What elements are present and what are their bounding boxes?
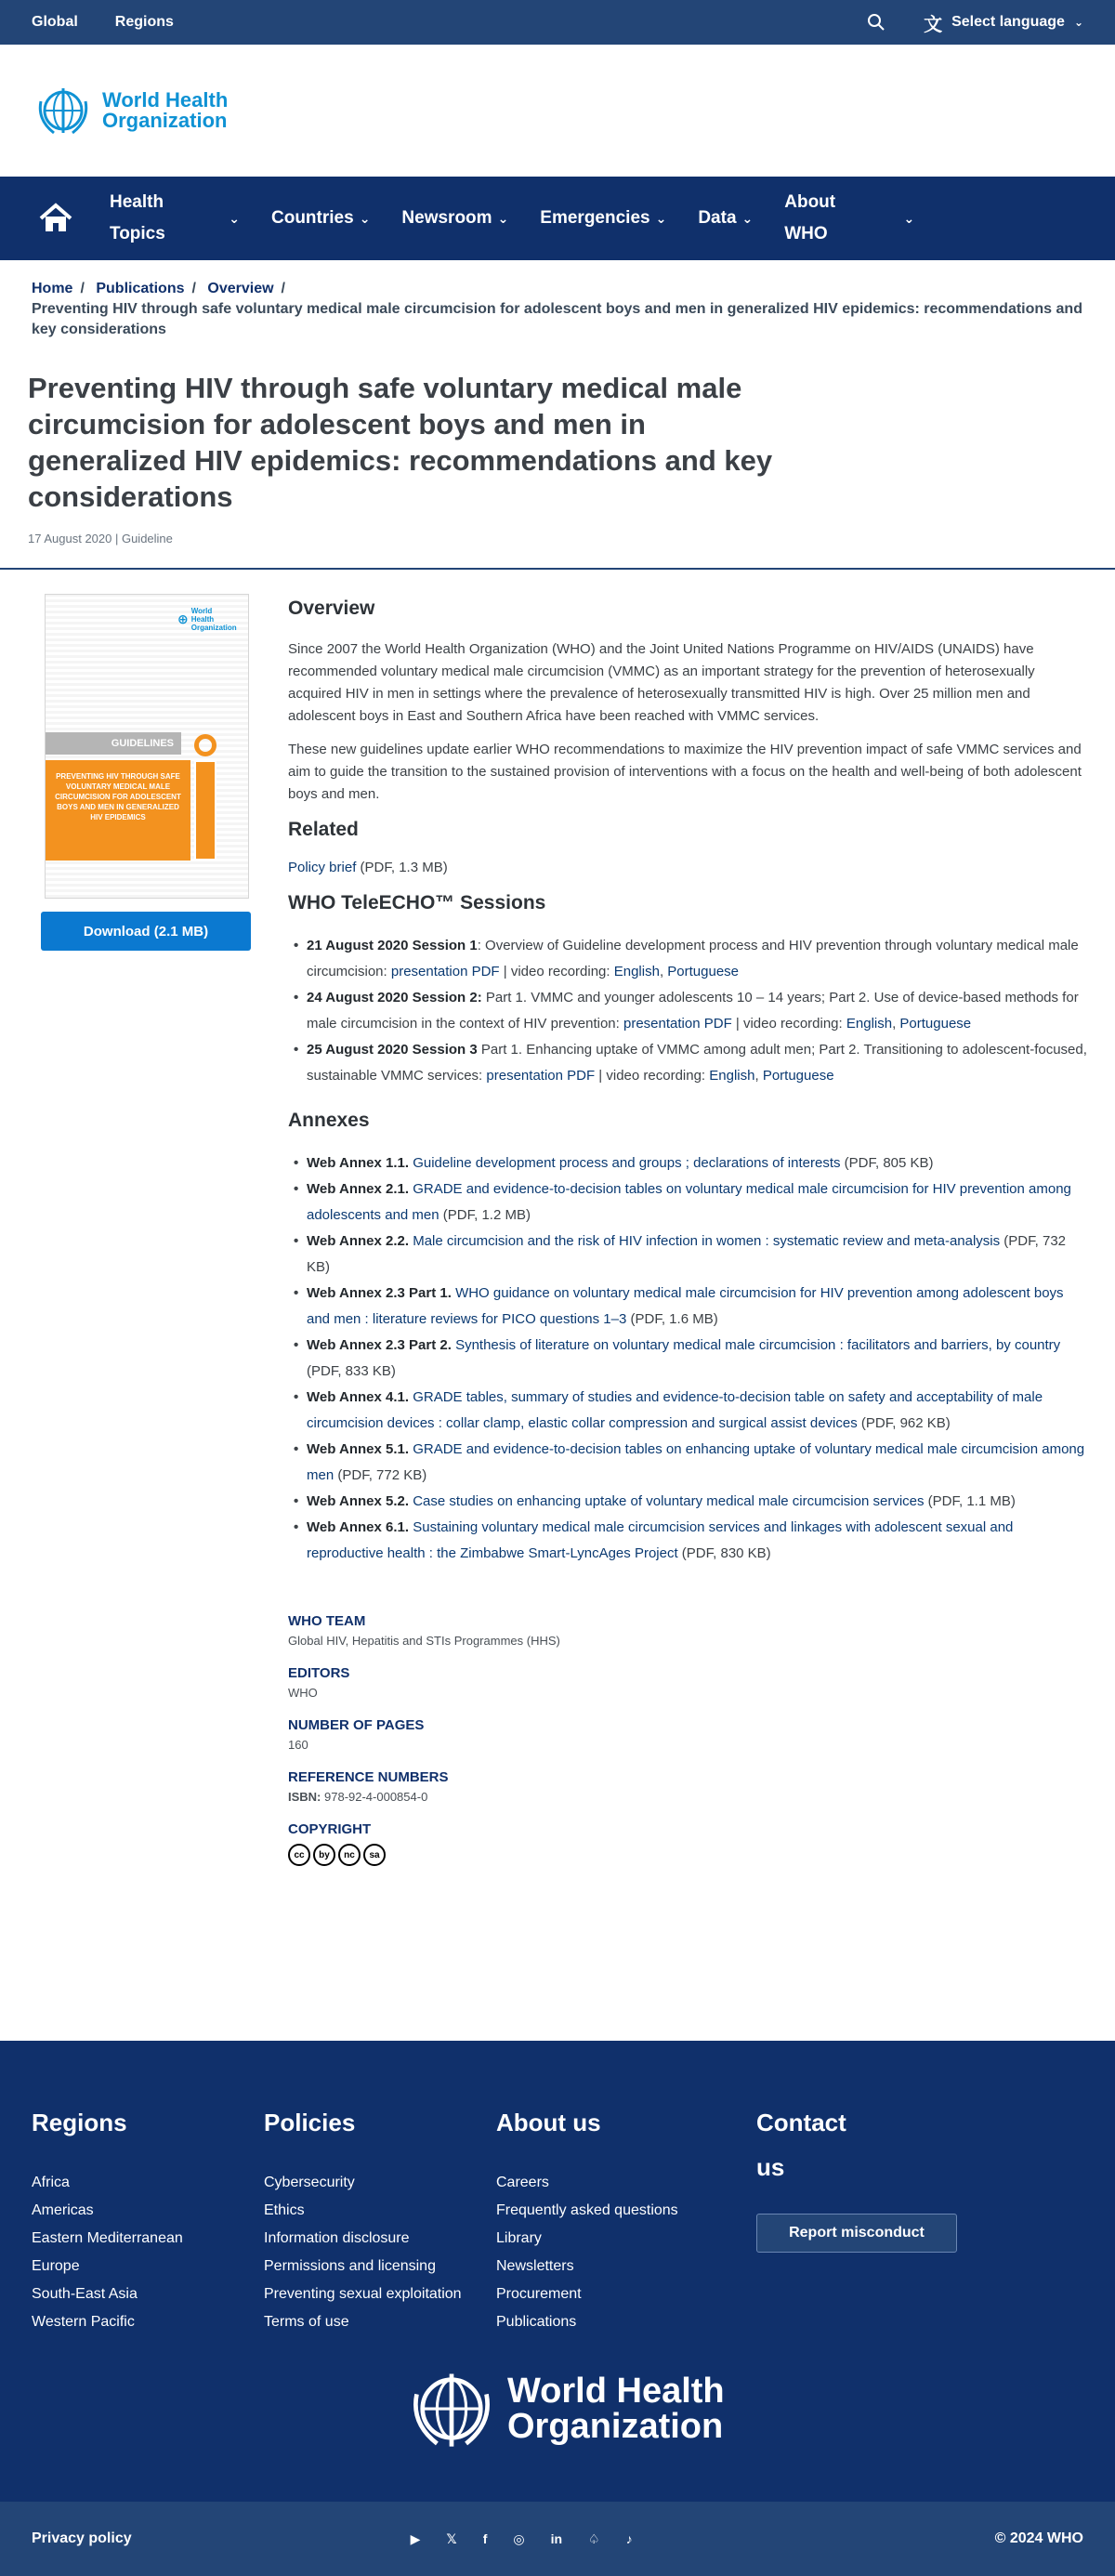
video-portuguese-link[interactable]: Portuguese: [667, 964, 740, 979]
nav-label: Data: [698, 208, 737, 228]
editors-label: EDITORS: [288, 1665, 350, 1681]
cover-logo-text: World Health Organization: [190, 606, 237, 632]
footer-link[interactable]: South-East Asia: [32, 2286, 138, 2302]
topbar-link-global[interactable]: Global: [32, 14, 78, 30]
session-date: 24 August 2020 Session 2:: [307, 990, 482, 1005]
footer-link[interactable]: Africa: [32, 2175, 70, 2190]
main-navigation: [0, 177, 1115, 260]
cover-guidelines-band: GUIDELINES: [46, 732, 181, 755]
related-heading: Related: [288, 819, 359, 840]
who-emblem-icon: [405, 2362, 498, 2455]
footer-heading: Policies: [264, 2109, 356, 2136]
breadcrumb-publications[interactable]: Publications: [96, 281, 185, 296]
nav-about-who[interactable]: [784, 187, 914, 250]
footer-link[interactable]: Ethics: [264, 2202, 305, 2218]
isbn-value: 978-92-4-000854-0: [321, 1790, 428, 1804]
session-text: : Overview of Guideline development process and HIV prevention through voluntary medical male circumcision:: [307, 938, 1079, 979]
footer-link[interactable]: Cybersecurity: [264, 2175, 355, 2190]
video-portuguese-link[interactable]: Portuguese: [762, 1068, 834, 1084]
bottom-bar: [0, 2502, 1115, 2576]
snapchat-icon[interactable]: ♤: [588, 2530, 600, 2546]
publication-facts: [288, 1611, 1087, 1866]
annex-list: [288, 1150, 1087, 1567]
presentation-pdf-link[interactable]: presentation PDF: [390, 964, 500, 979]
session-text: Part 1. VMMC and younger adolescents 10 – 14 years; Part 2. Use of device-based methods for male circumcision in the context of HIV prevention:: [307, 990, 1079, 1032]
list-item: [288, 1281, 1087, 1333]
presentation-pdf-link[interactable]: presentation PDF: [623, 1016, 732, 1032]
pages-value: 160: [288, 1738, 308, 1752]
footer-link[interactable]: Library: [496, 2230, 542, 2246]
publication-cover: [45, 594, 249, 899]
overview-paragraph-2: These new guidelines update earlier WHO recommendations to maximize the HIV prevention impact of safe VMMC services and aim to guide the transition to the sustained provision of interventions with a focus on the health and well-being of both adolescent boys and men.: [288, 742, 1082, 802]
logo-line-1: World Health: [102, 88, 229, 112]
video-english-link[interactable]: English: [709, 1068, 755, 1084]
annex-size: (PDF, 732 KB): [307, 1233, 1067, 1275]
topbar-link-regions[interactable]: Regions: [114, 14, 174, 30]
annex-link[interactable]: GRADE and evidence-to-decision tables on voluntary medical male circumcision for HIV prevention among adolescents and men: [307, 1181, 1071, 1223]
list-item: • 21 August 2020 Session 1: Overview of Guideline development process and HIV prevention through voluntary medical male circumcision: presentation PDF | video recording: English, Portuguese: [288, 933, 1087, 985]
overview-heading: Overview: [288, 598, 375, 619]
publication-meta: 17 August 2020 | Guideline: [28, 532, 173, 545]
annex-number: Web Annex 4.1.: [307, 1389, 410, 1405]
nav-countries[interactable]: [271, 208, 370, 229]
video-english-link[interactable]: English: [846, 1016, 893, 1032]
instagram-icon[interactable]: ◎: [513, 2530, 525, 2546]
cc-icon: cc: [288, 1844, 310, 1866]
search-icon[interactable]: [866, 12, 886, 33]
list-item: • 25 August 2020 Session 3 Part 1. Enhancing uptake of VMMC among adult men; Part 2. Transitioning to adolescent-focused, sustainable VMMC services: presentation PDF | video recording: English, Portuguese: [288, 1037, 1087, 1089]
list-item: [288, 1176, 1087, 1229]
footer-link[interactable]: Information disclosure: [264, 2230, 410, 2246]
annex-link[interactable]: Male circumcision and the risk of HIV infection in women : systematic review and meta-analysis: [413, 1233, 1001, 1249]
logo-line-2: Organization: [102, 109, 228, 132]
annex-size: (PDF, 1.6 MB): [626, 1311, 718, 1327]
cover-strip: [194, 760, 216, 861]
nav-label: Newsroom: [401, 208, 492, 228]
pages-label: NUMBER OF PAGES: [288, 1717, 425, 1733]
footer-logo-line-2: Organization: [507, 2407, 724, 2446]
chevron-down-icon: ⌄: [1073, 16, 1083, 29]
main-content: [288, 594, 1087, 1879]
footer-link[interactable]: Permissions and licensing: [264, 2258, 436, 2274]
breadcrumb: Home / Publications / Overview / Preventing HIV through safe voluntary medical male circumcision for adolescent boys and men in generalized HIV epidemics: recommendations and key considerations: [0, 260, 1115, 340]
footer-link[interactable]: Frequently asked questions: [496, 2202, 678, 2218]
who-team-label: WHO TEAM: [288, 1613, 366, 1629]
nav-health-topics[interactable]: [110, 187, 240, 250]
annex-size: (PDF, 962 KB): [857, 1415, 951, 1431]
annex-link[interactable]: Guideline development process and groups ; declarations of interests: [413, 1155, 841, 1171]
nc-icon: nc: [338, 1844, 361, 1866]
footer-link[interactable]: Western Pacific: [32, 2314, 135, 2330]
by-icon: by: [313, 1844, 335, 1866]
who-team-value: Global HIV, Hepatitis and STIs Programmes (HHS): [288, 1634, 560, 1648]
annexes-heading: Annexes: [288, 1110, 370, 1131]
nav-label: Health Topics: [110, 192, 165, 243]
session-list: [288, 933, 1087, 1089]
chevron-down-icon: ⌄: [903, 211, 915, 226]
chevron-down-icon: ⌄: [655, 210, 667, 226]
page-title: Preventing HIV through safe voluntary medical male circumcision for adolescent boys and men in generalized HIV epidemics: recommendations and key considerations: [28, 372, 773, 513]
translate-icon: 文: [924, 14, 943, 35]
list-item: [288, 1385, 1087, 1437]
video-english-link[interactable]: English: [613, 964, 660, 979]
report-misconduct-button[interactable]: Report misconduct: [756, 2214, 957, 2253]
facebook-icon[interactable]: f: [482, 2530, 488, 2546]
nav-newsroom[interactable]: [401, 208, 508, 229]
language-selector[interactable]: [924, 9, 1083, 36]
annex-size: (PDF, 1.1 MB): [924, 1493, 1016, 1509]
footer-policies: [264, 2100, 496, 2336]
footer-who-logo[interactable]: [405, 2362, 725, 2455]
linkedin-icon[interactable]: in: [550, 2530, 563, 2546]
sidebar: [41, 594, 251, 1879]
list-item: [288, 1229, 1087, 1281]
footer-heading: About us: [496, 2109, 601, 2136]
annex-number: Web Annex 6.1.: [307, 1519, 410, 1535]
annex-link[interactable]: Synthesis of literature on voluntary medical male circumcision : facilitators and barriers, by country: [455, 1337, 1061, 1353]
breadcrumb-overview[interactable]: Overview: [207, 281, 274, 296]
nav-label: Emergencies: [540, 208, 650, 228]
video-portuguese-link[interactable]: Portuguese: [899, 1016, 972, 1032]
list-item: [288, 1515, 1087, 1567]
presentation-pdf-link[interactable]: presentation PDF: [486, 1068, 596, 1084]
x-icon[interactable]: 𝕏: [446, 2530, 457, 2546]
annex-number: Web Annex 2.2.: [307, 1233, 410, 1249]
footer-contact: [756, 2100, 970, 2336]
cc-license[interactable]: [288, 1844, 1087, 1866]
copyright-label: COPYRIGHT: [288, 1821, 372, 1837]
footer-regions: [32, 2100, 264, 2336]
tiktok-icon[interactable]: ♪: [625, 2530, 633, 2546]
copyright-text: © 2024 WHO: [994, 2530, 1083, 2546]
cover-ring: [194, 734, 216, 756]
nav-data[interactable]: [698, 208, 753, 229]
annex-size: (PDF, 805 KB): [840, 1155, 934, 1171]
teleecho-heading: WHO TeleECHO™ Sessions: [288, 892, 546, 913]
content-area: [0, 570, 1115, 1879]
annex-size: (PDF, 833 KB): [307, 1363, 396, 1379]
annex-size: (PDF, 830 KB): [677, 1545, 771, 1561]
logo-band: [0, 45, 1115, 177]
annex-number: Web Annex 5.1.: [307, 1441, 410, 1457]
editors-value: WHO: [288, 1686, 318, 1700]
home-icon[interactable]: [37, 200, 74, 237]
chevron-down-icon: ⌄: [497, 210, 509, 226]
breadcrumb-home[interactable]: Home: [32, 281, 73, 296]
list-item: [288, 1437, 1087, 1489]
annex-link[interactable]: GRADE tables, summary of studies and evidence-to-decision table on safety and acceptability of male circumcision devices : collar clamp, elastic collar compression and surgical assist devices: [307, 1389, 1043, 1431]
chevron-down-icon: ⌄: [359, 210, 371, 226]
list-item: [288, 1489, 1087, 1515]
footer-logo-line-1: World Health: [507, 2372, 725, 2411]
footer-about: [496, 2100, 756, 2336]
footer-link[interactable]: Eastern Mediterranean: [32, 2230, 183, 2246]
annex-number: Web Annex 1.1.: [307, 1155, 410, 1171]
youtube-icon[interactable]: ▶: [410, 2530, 421, 2546]
footer-link[interactable]: Newsletters: [496, 2258, 574, 2274]
chevron-down-icon: ⌄: [741, 210, 754, 226]
chevron-down-icon: ⌄: [229, 211, 240, 226]
annex-link[interactable]: Case studies on enhancing uptake of voluntary medical male circumcision services: [413, 1493, 925, 1509]
session-sep: | video recording:: [595, 1068, 710, 1084]
annex-number: Web Annex 2.1.: [307, 1181, 410, 1197]
policy-brief-size: (PDF, 1.3 MB): [360, 860, 448, 875]
session-date: 21 August 2020 Session 1: [307, 938, 478, 953]
annex-number: Web Annex 5.2.: [307, 1493, 410, 1509]
session-sep: | video recording:: [499, 964, 614, 979]
session-sep: | video recording:: [731, 1016, 846, 1032]
isbn-label: ISBN:: [288, 1790, 321, 1804]
language-label: Select language: [951, 14, 1065, 30]
cover-title-box: PREVENTING HIV THROUGH SAFE VOLUNTARY MEDICAL MALE CIRCUMCISION FOR ADOLESCENT BOYS AND MEN IN GENERALIZED HIV EPIDEMICS: [46, 760, 190, 861]
related-item: [288, 860, 1087, 875]
reference-label: REFERENCE NUMBERS: [288, 1769, 449, 1785]
footer-link[interactable]: Publications: [496, 2314, 577, 2330]
list-item: [288, 1333, 1087, 1385]
annex-size: (PDF, 1.2 MB): [439, 1207, 531, 1223]
footer-link[interactable]: Terms of use: [264, 2314, 349, 2330]
download-button[interactable]: Download (2.1 MB): [41, 912, 251, 951]
privacy-policy-link[interactable]: Privacy policy: [32, 2530, 132, 2546]
sa-icon: sa: [363, 1844, 386, 1866]
list-item: [288, 1150, 1087, 1176]
nav-label: Countries: [271, 208, 354, 228]
footer-link[interactable]: Preventing sexual exploitation: [264, 2286, 462, 2302]
overview-paragraph-1: Since 2007 the World Health Organization (WHO) and the Joint United Nations Programme on HIV/AIDS (UNAIDS) have recommended voluntary medical male circumcision (VMMC) as an important strategy for the prevention of heterosexually acquired HIV in men in settings where the prevalence of heterosexually transmitted HIV is high. Over 25 million men and adolescent boys in East and Southern Africa have been reached with VMMC services.: [288, 641, 1035, 724]
footer-heading: Contact us: [756, 2109, 846, 2181]
annex-number: Web Annex 2.3 Part 2.: [307, 1337, 452, 1353]
policy-brief-link[interactable]: Policy brief: [288, 860, 357, 875]
cover-who-logo: ⊕ World Health Organization: [177, 606, 237, 632]
footer-link[interactable]: Europe: [32, 2258, 80, 2274]
annex-link[interactable]: GRADE and evidence-to-decision tables on enhancing uptake of voluntary medical male circumcision among men: [307, 1441, 1085, 1483]
social-links: [411, 2531, 633, 2547]
breadcrumb-current: Preventing HIV through safe voluntary medical male circumcision for adolescent boys and men in generalized HIV epidemics: recommendations and key considerations: [32, 301, 1082, 337]
nav-label: About WHO: [784, 192, 836, 243]
list-item: • 24 August 2020 Session 2: Part 1. VMMC and younger adolescents 10 – 14 years; Part 2. Use of device-based methods for male circumcision in the context of HIV prevention: presentation PDF | video recording: English, Portuguese: [288, 985, 1087, 1037]
footer-link[interactable]: Procurement: [496, 2286, 582, 2302]
annex-number: Web Annex 2.3 Part 1.: [307, 1285, 452, 1301]
session-date: 25 August 2020 Session 3: [307, 1042, 478, 1058]
session-text: Part 1. Enhancing uptake of VMMC among adult men; Part 2. Transitioning to adolescent-focused, sustainable VMMC services:: [307, 1042, 1087, 1084]
footer-link[interactable]: Careers: [496, 2175, 549, 2190]
annex-link[interactable]: WHO guidance on voluntary medical male circumcision for HIV prevention among adolescent boys and men : literature reviews for PICO questions 1–3: [307, 1285, 1064, 1327]
footer-link[interactable]: Americas: [32, 2202, 94, 2218]
nav-emergencies[interactable]: [540, 208, 666, 229]
top-utility-bar: [0, 0, 1115, 45]
annex-size: (PDF, 772 KB): [334, 1467, 427, 1483]
who-logo[interactable]: [35, 83, 228, 138]
footer: [0, 2041, 1115, 2502]
annex-link[interactable]: Sustaining voluntary medical male circumcision services and linkages with adolescent sexual and reproductive health : the Zimbabwe Smart-LyncAges Project: [307, 1519, 1014, 1561]
who-emblem-icon: [35, 83, 95, 138]
footer-heading: Regions: [32, 2109, 127, 2136]
